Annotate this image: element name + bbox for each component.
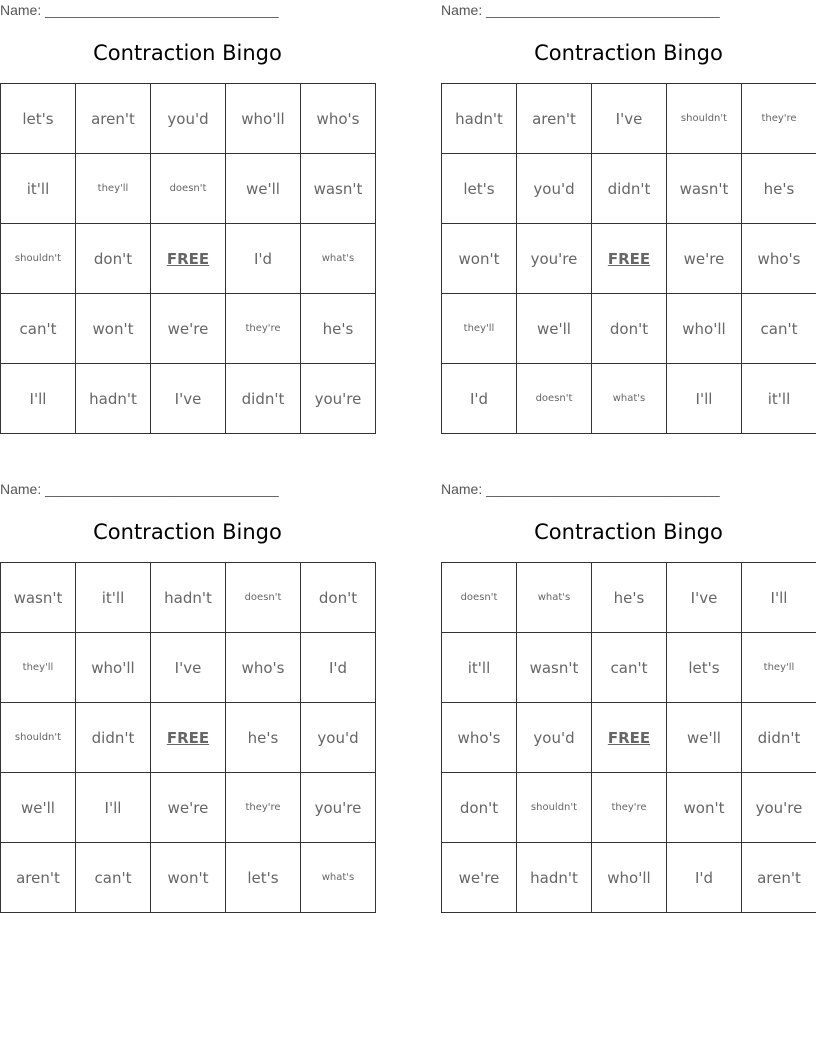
bingo-cell: it'll bbox=[742, 364, 816, 434]
card-title: Contraction Bingo bbox=[534, 520, 723, 544]
bingo-cell: can't bbox=[592, 633, 667, 703]
bingo-cell: don't bbox=[301, 563, 376, 633]
bingo-cell: who'll bbox=[226, 84, 301, 154]
bingo-cell: he's bbox=[226, 703, 301, 773]
bingo-cell: they'll bbox=[1, 633, 76, 703]
bingo-cell: didn't bbox=[592, 154, 667, 224]
bingo-cell: can't bbox=[76, 843, 151, 913]
bingo-cell: he's bbox=[301, 294, 376, 364]
name-field[interactable]: Name: ______________________________ bbox=[0, 2, 279, 18]
bingo-cell: let's bbox=[226, 843, 301, 913]
bingo-cell: you'd bbox=[151, 84, 226, 154]
bingo-cell: who's bbox=[442, 703, 517, 773]
name-field[interactable]: Name: ______________________________ bbox=[0, 481, 279, 497]
bingo-cell: we'll bbox=[517, 294, 592, 364]
bingo-cell: I'd bbox=[301, 633, 376, 703]
bingo-cell: we'll bbox=[667, 703, 742, 773]
bingo-cell: hadn't bbox=[517, 843, 592, 913]
bingo-cell: aren't bbox=[517, 84, 592, 154]
bingo-cell: you'd bbox=[517, 703, 592, 773]
bingo-cell: shouldn't bbox=[1, 224, 76, 294]
bingo-card-2 bbox=[441, 0, 816, 436]
bingo-cell: doesn't bbox=[151, 154, 226, 224]
bingo-cell: don't bbox=[592, 294, 667, 364]
bingo-cell: you're bbox=[517, 224, 592, 294]
bingo-cell: don't bbox=[76, 224, 151, 294]
bingo-cell: won't bbox=[667, 773, 742, 843]
bingo-cell: shouldn't bbox=[1, 703, 76, 773]
bingo-cell: we're bbox=[151, 773, 226, 843]
bingo-cell: I've bbox=[592, 84, 667, 154]
bingo-cell: you're bbox=[301, 364, 376, 434]
bingo-cell: shouldn't bbox=[667, 84, 742, 154]
bingo-cell: don't bbox=[442, 773, 517, 843]
bingo-cell: wasn't bbox=[667, 154, 742, 224]
bingo-cell: he's bbox=[592, 563, 667, 633]
bingo-cell: hadn't bbox=[76, 364, 151, 434]
bingo-cell: I'd bbox=[226, 224, 301, 294]
bingo-cell: they're bbox=[226, 294, 301, 364]
bingo-cell: wasn't bbox=[517, 633, 592, 703]
bingo-cell: won't bbox=[151, 843, 226, 913]
bingo-cell: can't bbox=[1, 294, 76, 364]
bingo-card-4 bbox=[441, 479, 816, 915]
bingo-cell: we're bbox=[151, 294, 226, 364]
bingo-cell: they'll bbox=[742, 633, 816, 703]
bingo-cell: they'll bbox=[76, 154, 151, 224]
bingo-cell: who'll bbox=[76, 633, 151, 703]
bingo-cell: we're bbox=[442, 843, 517, 913]
bingo-cell: wasn't bbox=[301, 154, 376, 224]
bingo-cell: you'd bbox=[301, 703, 376, 773]
bingo-cell: you're bbox=[742, 773, 816, 843]
bingo-cell: it'll bbox=[442, 633, 517, 703]
bingo-cell: aren't bbox=[76, 84, 151, 154]
bingo-grid bbox=[0, 83, 376, 434]
bingo-cell: let's bbox=[1, 84, 76, 154]
bingo-cell: can't bbox=[742, 294, 816, 364]
free-space: FREE bbox=[592, 224, 667, 294]
bingo-cell: we'll bbox=[1, 773, 76, 843]
bingo-card-3 bbox=[0, 479, 376, 915]
bingo-cell: what's bbox=[301, 224, 376, 294]
bingo-cell: didn't bbox=[226, 364, 301, 434]
card-title: Contraction Bingo bbox=[534, 41, 723, 65]
name-field[interactable]: Name: ______________________________ bbox=[441, 481, 720, 497]
bingo-cell: aren't bbox=[1, 843, 76, 913]
bingo-cell: I'd bbox=[442, 364, 517, 434]
bingo-card-1 bbox=[0, 0, 376, 436]
bingo-cell: who's bbox=[301, 84, 376, 154]
bingo-cell: let's bbox=[442, 154, 517, 224]
bingo-cell: what's bbox=[592, 364, 667, 434]
bingo-cell: who'll bbox=[592, 843, 667, 913]
bingo-cell: won't bbox=[76, 294, 151, 364]
bingo-cell: doesn't bbox=[226, 563, 301, 633]
card-title: Contraction Bingo bbox=[93, 520, 282, 544]
bingo-cell: what's bbox=[301, 843, 376, 913]
bingo-cell: you'd bbox=[517, 154, 592, 224]
bingo-cell: let's bbox=[667, 633, 742, 703]
bingo-cell: shouldn't bbox=[517, 773, 592, 843]
bingo-cell: I've bbox=[667, 563, 742, 633]
bingo-cell: we're bbox=[667, 224, 742, 294]
name-field[interactable]: Name: ______________________________ bbox=[441, 2, 720, 18]
bingo-cell: hadn't bbox=[151, 563, 226, 633]
bingo-cell: I'll bbox=[76, 773, 151, 843]
bingo-cell: hadn't bbox=[442, 84, 517, 154]
bingo-cell: I've bbox=[151, 633, 226, 703]
bingo-cell: I'll bbox=[667, 364, 742, 434]
bingo-grid bbox=[441, 562, 816, 913]
bingo-cell: I'll bbox=[1, 364, 76, 434]
bingo-cell: they're bbox=[226, 773, 301, 843]
bingo-cell: they're bbox=[592, 773, 667, 843]
bingo-cell: what's bbox=[517, 563, 592, 633]
bingo-cell: won't bbox=[442, 224, 517, 294]
bingo-cell: it'll bbox=[1, 154, 76, 224]
bingo-grid bbox=[441, 83, 816, 434]
bingo-cell: he's bbox=[742, 154, 816, 224]
bingo-cell: you're bbox=[301, 773, 376, 843]
bingo-cell: they'll bbox=[442, 294, 517, 364]
bingo-cell: doesn't bbox=[442, 563, 517, 633]
bingo-cell: I'll bbox=[742, 563, 816, 633]
free-space: FREE bbox=[151, 224, 226, 294]
bingo-cell: who's bbox=[226, 633, 301, 703]
bingo-cell: I've bbox=[151, 364, 226, 434]
bingo-cell: who's bbox=[742, 224, 816, 294]
bingo-cell: I'd bbox=[667, 843, 742, 913]
bingo-grid bbox=[0, 562, 376, 913]
bingo-cell: they're bbox=[742, 84, 816, 154]
bingo-cell: doesn't bbox=[517, 364, 592, 434]
bingo-cell: didn't bbox=[76, 703, 151, 773]
card-title: Contraction Bingo bbox=[93, 41, 282, 65]
bingo-cell: who'll bbox=[667, 294, 742, 364]
free-space: FREE bbox=[151, 703, 226, 773]
bingo-cell: it'll bbox=[76, 563, 151, 633]
bingo-cell: aren't bbox=[742, 843, 816, 913]
bingo-cell: wasn't bbox=[1, 563, 76, 633]
bingo-cell: didn't bbox=[742, 703, 816, 773]
free-space: FREE bbox=[592, 703, 667, 773]
bingo-cell: we'll bbox=[226, 154, 301, 224]
